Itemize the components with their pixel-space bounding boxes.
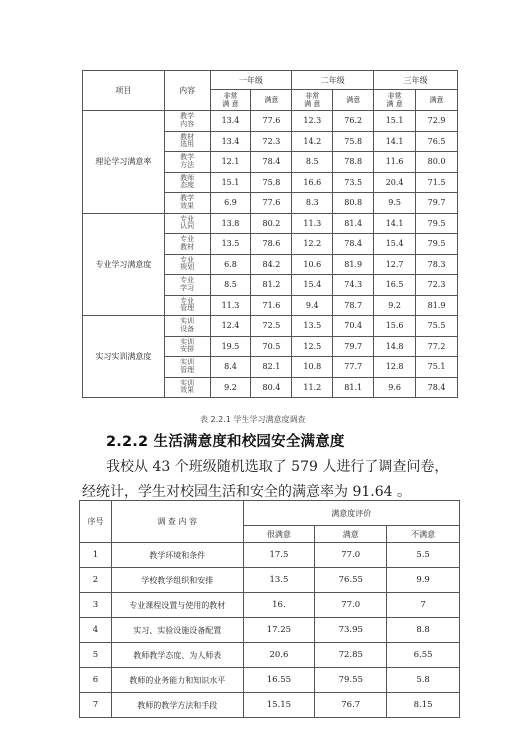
value-cell: 76.55 — [315, 568, 387, 593]
value-cell: 76.5 — [416, 131, 458, 152]
header-eval-col: 不满意 — [387, 526, 460, 543]
value-cell: 9.4 — [292, 295, 333, 316]
header-eval-col: 满意 — [315, 526, 387, 543]
row-item: 实训 管理 — [164, 357, 210, 378]
value-cell: 78.7 — [333, 295, 374, 316]
row-item: 教学 效果 — [164, 193, 210, 214]
value-cell: 72.9 — [416, 111, 458, 132]
value-cell: 81.1 — [333, 377, 374, 398]
value-cell: 14.8 — [374, 336, 416, 357]
value-cell: 5.5 — [387, 543, 460, 568]
value-cell: 81.2 — [251, 275, 292, 296]
value-cell: 9.9 — [387, 568, 460, 593]
survey-item: 专业课程设置与使用的教材 — [111, 593, 243, 618]
value-cell: 8.4 — [210, 357, 251, 378]
header-content: 内容 — [164, 71, 210, 111]
row-number: 3 — [80, 593, 112, 618]
value-cell: 72.5 — [251, 316, 292, 337]
value-cell: 81.9 — [416, 295, 458, 316]
row-item: 专业 规划 — [164, 254, 210, 275]
value-cell: 13.4 — [210, 111, 251, 132]
header-satisfied: 满意 — [251, 90, 292, 111]
survey-item: 教学环境和条件 — [111, 543, 243, 568]
header-survey-content: 调 查 内 容 — [111, 501, 243, 543]
value-cell: 74.3 — [333, 275, 374, 296]
header-satisfied: 满意 — [333, 90, 374, 111]
value-cell: 8.5 — [210, 275, 251, 296]
row-item: 专业 教材 — [164, 234, 210, 255]
value-cell: 78.4 — [251, 152, 292, 173]
value-cell: 75.8 — [251, 172, 292, 193]
row-number: 6 — [80, 668, 112, 693]
table-row — [80, 568, 460, 593]
value-cell: 15.4 — [292, 275, 333, 296]
group-label: 理论学习满意率 — [83, 111, 165, 214]
row-item: 教材 选用 — [164, 131, 210, 152]
value-cell: 13.5 — [243, 568, 315, 593]
value-cell: 11.6 — [374, 152, 416, 173]
value-cell: 73.95 — [315, 618, 387, 643]
row-item: 专业 认同 — [164, 213, 210, 234]
value-cell: 71.5 — [416, 172, 458, 193]
value-cell: 77.7 — [333, 357, 374, 378]
value-cell: 16.5 — [374, 275, 416, 296]
row-item: 教学 方法 — [164, 152, 210, 173]
value-cell: 79.7 — [416, 193, 458, 214]
value-cell: 8.15 — [387, 693, 460, 718]
value-cell: 14.1 — [374, 213, 416, 234]
survey-item: 教师的教学方法和手段 — [111, 693, 243, 718]
value-cell: 76.7 — [315, 693, 387, 718]
student-study-satisfaction-table — [82, 70, 458, 398]
value-cell: 80.8 — [333, 193, 374, 214]
value-cell: 16. — [243, 593, 315, 618]
value-cell: 9.2 — [374, 295, 416, 316]
header-very-satisfied: 非常 满 意 — [210, 90, 251, 111]
value-cell: 73.5 — [333, 172, 374, 193]
value-cell: 77.6 — [251, 111, 292, 132]
value-cell: 80.2 — [251, 213, 292, 234]
value-cell: 77.0 — [315, 543, 387, 568]
value-cell: 77.0 — [315, 593, 387, 618]
row-item: 教师 态度 — [164, 172, 210, 193]
value-cell: 79.5 — [416, 234, 458, 255]
value-cell: 6.8 — [210, 254, 251, 275]
value-cell: 20.6 — [243, 643, 315, 668]
value-cell: 16.55 — [243, 668, 315, 693]
value-cell: 78.4 — [416, 377, 458, 398]
value-cell: 72.85 — [315, 643, 387, 668]
value-cell: 20.4 — [374, 172, 416, 193]
value-cell: 79.55 — [315, 668, 387, 693]
header-satisfied: 满意 — [416, 90, 458, 111]
value-cell: 6.55 — [387, 643, 460, 668]
value-cell: 78.4 — [333, 234, 374, 255]
row-number: 5 — [80, 643, 112, 668]
value-cell: 70.5 — [251, 336, 292, 357]
header-no: 序号 — [80, 501, 112, 543]
value-cell: 75.5 — [416, 316, 458, 337]
value-cell: 12.7 — [374, 254, 416, 275]
table-row — [83, 213, 458, 234]
table-row — [83, 111, 458, 132]
table-row — [80, 543, 460, 568]
value-cell: 7 — [387, 593, 460, 618]
value-cell: 11.3 — [292, 213, 333, 234]
row-number: 1 — [80, 543, 112, 568]
value-cell: 13.4 — [210, 131, 251, 152]
value-cell: 75.1 — [416, 357, 458, 378]
value-cell: 11.2 — [292, 377, 333, 398]
value-cell: 14.2 — [292, 131, 333, 152]
value-cell: 15.6 — [374, 316, 416, 337]
row-item: 实训 效果 — [164, 377, 210, 398]
value-cell: 13.8 — [210, 213, 251, 234]
value-cell: 80.0 — [416, 152, 458, 173]
table-row — [83, 316, 458, 337]
value-cell: 70.4 — [333, 316, 374, 337]
table-row — [80, 643, 460, 668]
survey-paragraph-line2: 经统计，学生对校园生活和安全的满意率为 91.64 。 — [82, 484, 411, 500]
row-number: 4 — [80, 618, 112, 643]
group-label: 专业学习满意度 — [83, 213, 165, 316]
value-cell: 9.2 — [210, 377, 251, 398]
value-cell: 9.6 — [374, 377, 416, 398]
value-cell: 14.1 — [374, 131, 416, 152]
header-eval-col: 很满意 — [243, 526, 315, 543]
value-cell: 15.1 — [210, 172, 251, 193]
value-cell: 12.1 — [210, 152, 251, 173]
survey-paragraph-line1: 我校从 43 个班级随机选取了 579 人进行了调查问卷， — [106, 459, 449, 475]
value-cell: 71.6 — [251, 295, 292, 316]
table-row — [80, 668, 460, 693]
value-cell: 15.1 — [374, 111, 416, 132]
value-cell: 5.8 — [387, 668, 460, 693]
value-cell: 12.8 — [374, 357, 416, 378]
value-cell: 78.6 — [251, 234, 292, 255]
survey-item: 实习、实验设施设备配置 — [111, 618, 243, 643]
value-cell: 72.3 — [251, 131, 292, 152]
value-cell: 76.2 — [333, 111, 374, 132]
value-cell: 77.6 — [251, 193, 292, 214]
table-row — [80, 618, 460, 643]
value-cell: 8.3 — [292, 193, 333, 214]
section-heading: 2.2.2 生活满意度和校园安全满意度 — [106, 434, 345, 450]
row-number: 7 — [80, 693, 112, 718]
value-cell: 81.4 — [333, 213, 374, 234]
value-cell: 17.25 — [243, 618, 315, 643]
row-item: 专业 学习 — [164, 275, 210, 296]
value-cell: 10.6 — [292, 254, 333, 275]
value-cell: 77.2 — [416, 336, 458, 357]
life-safety-satisfaction-table — [79, 500, 460, 718]
table-row — [80, 593, 460, 618]
survey-item: 教师的业务能力和知识水平 — [111, 668, 243, 693]
value-cell: 12.5 — [292, 336, 333, 357]
value-cell: 9.5 — [374, 193, 416, 214]
value-cell: 12.4 — [210, 316, 251, 337]
row-number: 2 — [80, 568, 112, 593]
table-row — [80, 693, 460, 718]
value-cell: 84.2 — [251, 254, 292, 275]
value-cell: 10.8 — [292, 357, 333, 378]
value-cell: 72.3 — [416, 275, 458, 296]
value-cell: 17.5 — [243, 543, 315, 568]
header-project: 项目 — [83, 71, 165, 111]
value-cell: 16.6 — [292, 172, 333, 193]
value-cell: 82.1 — [251, 357, 292, 378]
value-cell: 8.8 — [387, 618, 460, 643]
value-cell: 19.5 — [210, 336, 251, 357]
row-item: 实训 安排 — [164, 336, 210, 357]
row-item: 专业 管理 — [164, 295, 210, 316]
value-cell: 79.5 — [416, 213, 458, 234]
value-cell: 12.3 — [292, 111, 333, 132]
row-item: 实训 设备 — [164, 316, 210, 337]
value-cell: 15.4 — [374, 234, 416, 255]
value-cell: 78.8 — [333, 152, 374, 173]
header-grade-2: 二年级 — [292, 71, 374, 90]
survey-item: 教师教学态度、为人师表 — [111, 643, 243, 668]
value-cell: 80.4 — [251, 377, 292, 398]
header-very-satisfied: 非常 满 意 — [292, 90, 333, 111]
value-cell: 78.3 — [416, 254, 458, 275]
group-label: 实习实训满意度 — [83, 316, 165, 398]
row-item: 教学 内容 — [164, 111, 210, 132]
value-cell: 13.5 — [292, 316, 333, 337]
header-evaluation: 满意度评价 — [243, 501, 460, 526]
header-grade-1: 一年级 — [210, 71, 292, 90]
value-cell: 79.7 — [333, 336, 374, 357]
value-cell: 75.8 — [333, 131, 374, 152]
value-cell: 13.5 — [210, 234, 251, 255]
table1-caption: 表 2.2.1 学生学习满意度调查 — [200, 415, 306, 424]
value-cell: 6.9 — [210, 193, 251, 214]
header-very-satisfied: 非常 满 意 — [374, 90, 416, 111]
value-cell: 81.9 — [333, 254, 374, 275]
value-cell: 11.3 — [210, 295, 251, 316]
value-cell: 15.15 — [243, 693, 315, 718]
value-cell: 12.2 — [292, 234, 333, 255]
header-grade-3: 三年级 — [374, 71, 458, 90]
survey-item: 学校教学组织和安排 — [111, 568, 243, 593]
value-cell: 8.5 — [292, 152, 333, 173]
